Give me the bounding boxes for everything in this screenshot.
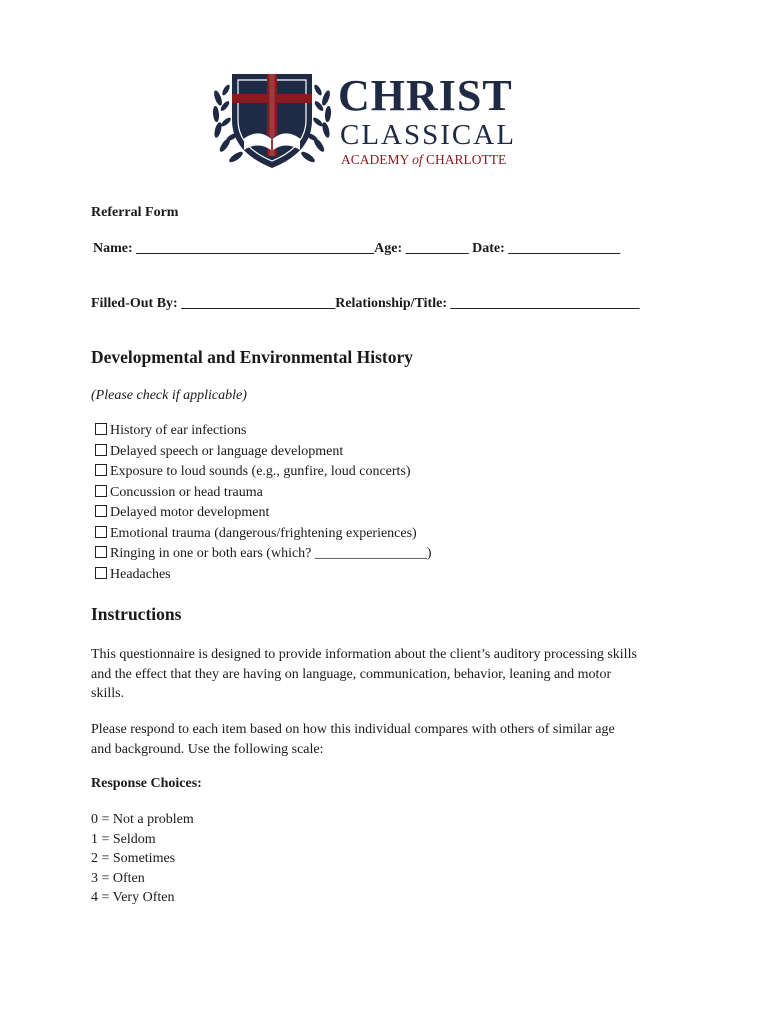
checklist-item-label: Exposure to loud sounds (e.g., gunfire, loud concerts) [110,464,411,479]
paragraph-line: skills. [91,686,125,701]
checklist-item[interactable] [95,565,432,586]
history-note: (Please check if applicable) [91,388,247,403]
checklist-item[interactable] [95,503,432,524]
filled-out-by-row[interactable]: Filled-Out By: ______________________Relationship/Title: ___________________________ [91,296,640,311]
response-choice: 4 = Very Often [91,890,175,905]
history-heading: Developmental and Environmental History [91,347,413,367]
checkbox-icon[interactable] [95,567,107,579]
checklist-item[interactable] [95,544,432,565]
logo-line-classical: CLASSICAL [340,119,516,151]
checklist-item[interactable] [95,442,432,463]
checklist-item[interactable] [95,462,432,483]
checkbox-icon[interactable] [95,546,107,558]
instructions-paragraph-1 [91,645,637,704]
logo-of-text: of [412,152,423,167]
checkbox-icon[interactable] [95,485,107,497]
logo-line-christ: CHRIST [338,71,513,120]
checklist-item-label: Ringing in one or both ears (which? ________________) [110,546,432,561]
logo-academy-text: ACADEMY [341,152,409,167]
checklist-item-label: Headaches [110,566,171,582]
response-choice: 1 = Seldom [91,831,156,847]
checklist-item[interactable] [95,421,432,442]
checklist-item[interactable] [95,524,432,545]
checkbox-icon[interactable] [95,423,107,435]
response-choice: 0 = Not a problem [91,812,194,827]
checkbox-icon[interactable] [95,464,107,476]
instructions-paragraph-2 [91,720,615,759]
paragraph-line: and the effect that they are having on language, communication, behavior, leaning and motor [91,666,612,682]
checkbox-icon[interactable] [95,526,107,538]
checklist-item-label: Delayed speech or language development [110,443,344,459]
logo-line-academy [341,152,506,168]
instructions-heading: Instructions [91,604,182,624]
response-choice: 3 = Often [91,870,145,886]
paragraph-line: and background. Use the following scale: [91,741,324,757]
checkbox-icon[interactable] [95,505,107,517]
response-choice: 2 = Sometimes [91,851,176,866]
history-checklist [95,421,432,585]
paragraph-line: Please respond to each item based on how this individual compares with others of similar age [91,722,615,737]
name-age-date-row[interactable]: Name: __________________________________Age: _________ Date: ________________ [93,241,621,256]
checklist-item[interactable] [95,483,432,504]
checklist-item-label: Delayed motor development [110,505,270,520]
response-choices-list [91,810,194,908]
form-title: Referral Form [91,205,179,220]
paragraph-line: This questionnaire is designed to provide information about the client’s auditory processing skills [91,647,637,662]
response-choices-heading: Response Choices: [91,776,202,791]
checkbox-icon[interactable] [95,444,107,456]
checklist-item-label: History of ear infections [110,423,247,438]
checklist-item-label: Emotional trauma (dangerous/frightening experiences) [110,525,417,541]
logo-charlotte-text: CHARLOTTE [426,152,507,167]
school-logo [208,68,518,172]
checklist-item-label: Concussion or head trauma [110,484,263,500]
